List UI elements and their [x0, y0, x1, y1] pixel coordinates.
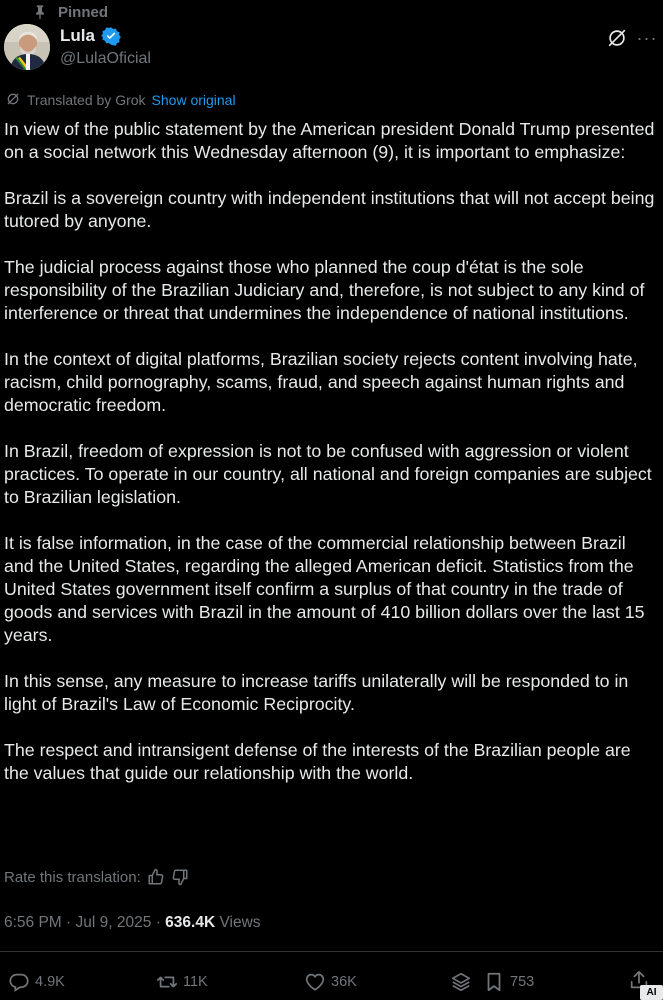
like-count: 36K	[331, 974, 357, 990]
post-paragraph: In this sense, any measure to increase tariffs unilaterally will be responded to in light of Brazil's Law of Economic Reciprocity.	[4, 671, 629, 714]
post-body	[4, 118, 660, 808]
translated-by-label: Translated by Grok	[27, 92, 146, 108]
grok-translate-icon	[5, 91, 21, 110]
meta-separator: ·	[155, 914, 161, 931]
post-paragraph: In the context of digital platforms, Brazilian society rejects content involving hate, racism, child pornography, scams, fraud, and speech against human rights and democratic freedom.	[4, 349, 638, 415]
heart-icon	[304, 971, 326, 993]
rate-translation-label: Rate this translation:	[4, 868, 141, 886]
post-paragraph: In view of the public statement by the American president Donald Trump presented on a social network this Wednesday afternoon (9), it is important to emphasize:	[4, 119, 655, 162]
bookmark-count: 753	[510, 974, 535, 990]
like-button[interactable]	[304, 970, 357, 994]
repost-count: 11K	[183, 974, 208, 990]
pinned-label: Pinned	[58, 3, 109, 21]
reply-icon	[8, 971, 30, 993]
repost-icon	[156, 971, 178, 993]
author-name-row[interactable]	[60, 26, 121, 46]
bookmark-icon	[483, 971, 505, 993]
meta-separator: ·	[66, 914, 72, 931]
post-paragraph: It is false information, in the case of the commercial relationship between Brazil and the United States, regarding the alleged American deficit. Statistics from the United States government itself confirm a surplus of that country in the trade of goods and services with Brazil in the amount of 410 billion dollars over the last 15 years.	[4, 533, 645, 645]
author-handle[interactable]: @LulaOficial	[60, 50, 151, 67]
repost-button[interactable]	[156, 970, 208, 994]
post-paragraph: The judicial process against those who planned the coup d'état is the sole responsibility of the Brazilian Judiciary and, therefore, is not subject to any kind of interference or threat that undermines the independence of national institutions.	[4, 257, 645, 323]
bookmark-button[interactable]	[483, 970, 534, 994]
divider	[0, 951, 663, 952]
pin-icon	[32, 4, 48, 20]
rate-translation-row	[4, 866, 189, 888]
post-time[interactable]: 6:56 PM	[4, 914, 62, 931]
post-paragraph: The respect and intransigent defense of the interests of the Brazilian people are the values that guide our relationship with the world.	[4, 740, 631, 783]
reply-button[interactable]	[8, 970, 65, 994]
post-paragraph: Brazil is a sovereign country with independent institutions that will not accept being tutored by anyone.	[4, 188, 655, 231]
post-paragraph: In Brazil, freedom of expression is not to be confused with aggression or violent practices. To operate in our country, all national and foreign companies are subject to Brazilian legislation.	[4, 441, 652, 507]
post-date[interactable]: Jul 9, 2025	[75, 914, 152, 931]
thumbs-up-icon[interactable]	[147, 868, 165, 886]
views-count: 636.4K	[165, 914, 216, 931]
grok-icon[interactable]	[606, 27, 628, 49]
pinned-indicator	[32, 2, 108, 22]
reply-count: 4.9K	[35, 974, 65, 990]
thumbs-down-icon[interactable]	[171, 868, 189, 886]
views-label: Views	[219, 914, 261, 931]
avatar[interactable]	[4, 24, 50, 70]
grok-stack-button[interactable]	[450, 970, 472, 994]
layers-icon	[450, 971, 472, 993]
author-display-name[interactable]: Lula	[60, 26, 95, 45]
translation-notice	[5, 90, 236, 110]
more-options-icon[interactable]: ···	[636, 27, 658, 48]
post-meta	[4, 912, 261, 934]
verified-badge-icon	[101, 26, 121, 46]
ai-badge: AI	[640, 985, 663, 1000]
show-original-link[interactable]: Show original	[151, 92, 236, 108]
